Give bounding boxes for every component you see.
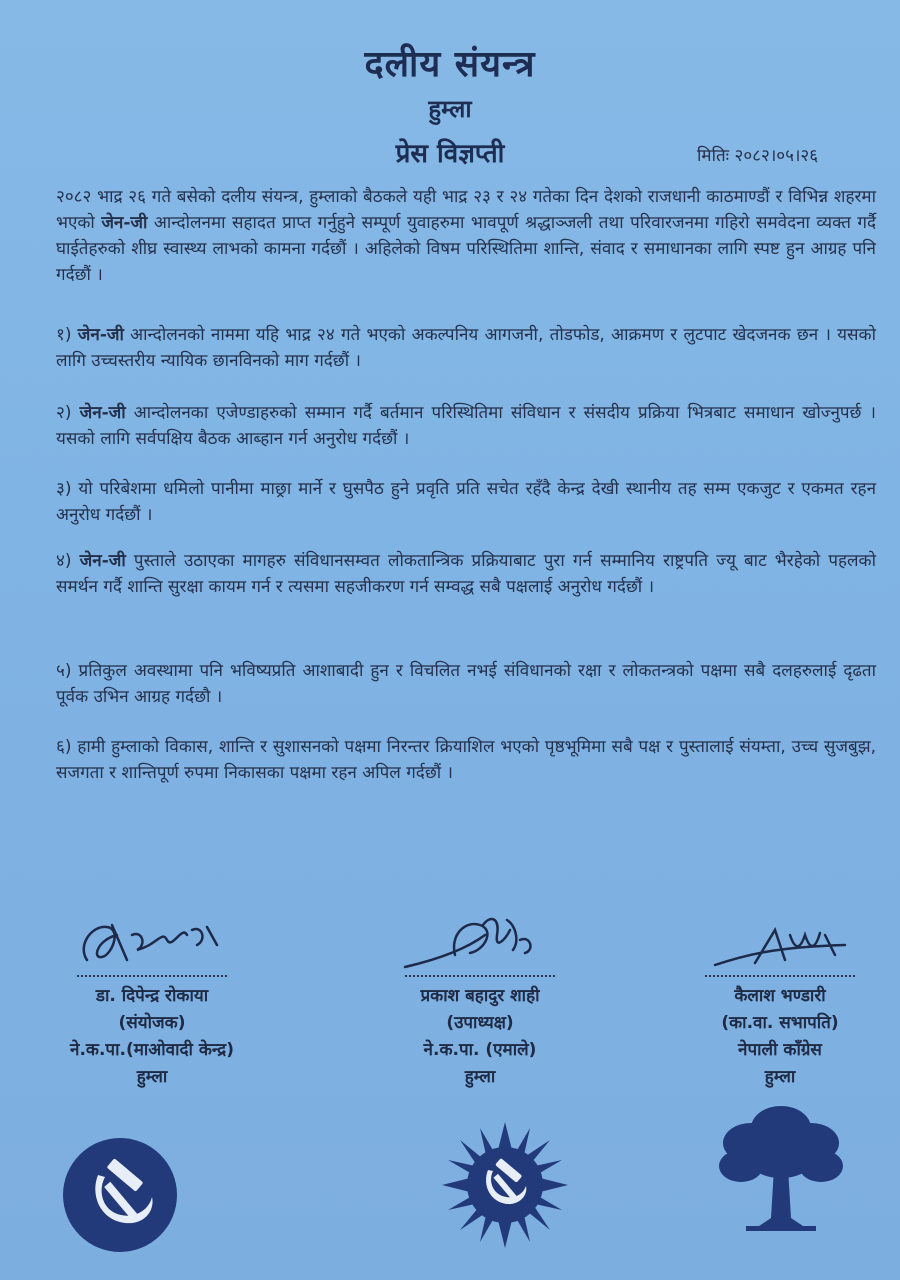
point-bold: जेन-जी: [77, 325, 124, 345]
sun-hammer-sickle-icon: [440, 1120, 570, 1250]
point-number: ४): [56, 551, 72, 571]
signature-line: [405, 975, 555, 977]
signatory-2: [350, 905, 610, 1091]
document-title: दलीय संयन्त्र: [364, 44, 536, 85]
signatory-place: हुम्ला: [764, 1067, 796, 1087]
signatory-name: डा. दिपेन्द्र रोकाया: [95, 986, 209, 1006]
point-6: [56, 734, 876, 786]
signatory-3: [650, 905, 900, 1091]
signatory-name: कैलाश भण्डारी: [734, 986, 826, 1006]
point-number: ६): [56, 737, 72, 757]
signatory-role: (उपाध्यक्ष): [446, 1013, 514, 1033]
point-number: ३): [56, 479, 72, 499]
signatory-place: हुम्ला: [136, 1067, 168, 1087]
point-1: [56, 322, 876, 374]
document-date: मितिः २०८२।०५।२६: [697, 146, 819, 166]
point-text: पुस्ताले उठाएका मागहरु संविधानसम्वत लोकतान्त्रिक प्रक्रियाबाट पुरा गर्न सम्मानिय राष्ट्रपति ज्यू बाट भैरहेको पहलको समर्थन गर्दै शान्ति सुरक्षा कायम गर्न र त्यसमा सहजीकरण गर्न सम्वद्ध सबै पक्षलाई अनुरोध गर्दछौं ।: [56, 551, 876, 597]
signatory-party: नेपाली काँग्रेस: [738, 1040, 822, 1060]
signatory-name: प्रकाश बहादुर शाही: [420, 986, 540, 1006]
point-text: प्रतिकुल अवस्थामा पनि भविष्यप्रति आशाबादी हुन र विचलित नभई संविधानको रक्षा र लोकतन्त्रको पक्षमा सबै दलहरुलाई दृढता पूर्वक उभिन आग्रह गर्दछौ ।: [56, 661, 877, 707]
point-number: ५): [56, 661, 72, 681]
signature-2: [395, 905, 565, 975]
signatory-party: ने.क.पा.(माओवादी केन्द्र): [70, 1040, 234, 1060]
point-5: [56, 658, 876, 710]
point-text: यो परिबेशमा धमिलो पानीमा माछ्रा मार्ने र घुसपैठ हुने प्रवृति प्रति सचेत रहँदै केन्द्र देखी स्थानीय तह सम्म एकजुट र एकमत रहन अनुरोध गर्दछौं ।: [56, 479, 877, 525]
signature-1: [67, 905, 237, 975]
intro-paragraph: [56, 184, 876, 288]
tree-icon: [716, 1098, 846, 1233]
document-type: प्रेस विज्ञप्ती: [395, 139, 505, 169]
signatory-role: (संयोजक): [118, 1013, 186, 1033]
point-bold: जेन-जी: [79, 551, 126, 571]
point-4: [56, 548, 876, 600]
point-text: आन्दोलनका एजेण्डाहरुको सम्मान गर्दै बर्तमान परिस्थितिमा संविधान र संसदीय प्रक्रिया भित्रबाट समाधान खोज्नुपर्छ । यसको लागि सर्वपक्षिय बैठक आब्हान गर्न अनुरोध गर्दछौं ।: [56, 403, 876, 449]
intro-text-2: आन्दोलनमा सहादत प्राप्त गर्नुहुने सम्पूर्ण युवाहरुमा भावपूर्ण श्रद्धाञ्जली तथा परिवारजनमा गहिरो समवेदना व्यक्त गर्दै घाईतेहरुको शीघ्र स्वास्थ्य लाभको कामना गर्दछौं । अहिलेको विषम परिस्थितिमा शान्ति, संवाद र समाधानका लागि स्पष्ट हुन आग्रह पनि गर्दछौं ।: [56, 213, 876, 285]
signatory-role: (का.वा. सभापति): [721, 1013, 839, 1033]
point-3: [56, 476, 876, 528]
intro-text-1: २०८२ भाद्र २६ गते बसेको दलीय संयन्त्र, हुम्लाको बैठकले यही भाद्र २३ र २४ गतेका दिन देशको राजधानी काठमाण्डौं र विभिन्न शहरमा भएको: [56, 187, 876, 233]
point-number: १): [56, 325, 72, 345]
signature-line: [705, 975, 855, 977]
point-number: २): [56, 403, 72, 423]
district-name: हुम्ला: [428, 95, 472, 123]
point-2: [56, 400, 876, 452]
signature-3: [695, 905, 865, 975]
signatory-1: [22, 905, 282, 1091]
point-text: आन्दोलनको नाममा यहि भाद्र २४ गते भएको अकल्पनिय आगजनी, तोडफोड, आक्रमण र लुटपाट खेदजनक छन । यसको लागि उच्चस्तरीय न्यायिक छानविनको माग गर्दछौं ।: [56, 325, 876, 371]
signatory-place: हुम्ला: [464, 1067, 496, 1087]
signatory-party: ने.क.पा. (एमाले): [423, 1040, 537, 1060]
point-bold: जेन-जी: [79, 403, 126, 423]
intro-bold: जेन-जी: [101, 213, 148, 233]
hammer-sickle-circle-icon: [60, 1135, 180, 1255]
signature-line: [77, 975, 227, 977]
point-text: हामी हुम्लाको विकास, शान्ति र सुशासनको पक्षमा निरन्तर क्रियाशिल भएको पृष्ठभूमिमा सबै पक्ष र पुस्तालाई संयम्ता, उच्च सुजबुझ, सजगता र शान्तिपूर्ण रुपमा निकासका पक्षमा रहन अपिल गर्दछौं ।: [56, 737, 876, 783]
